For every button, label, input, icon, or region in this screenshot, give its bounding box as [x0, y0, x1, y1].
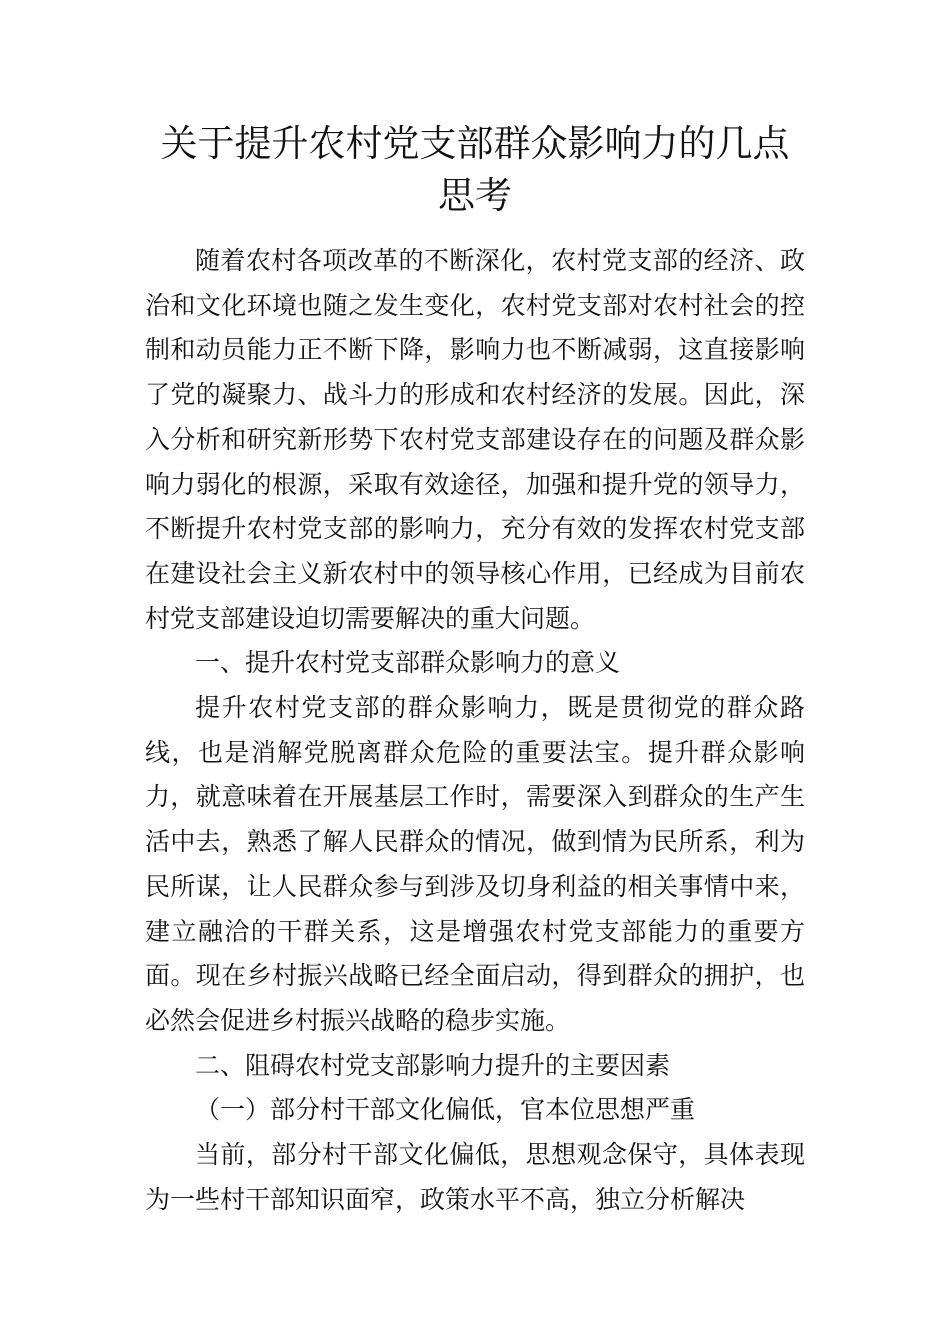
- section-heading-2: 二、阻碍农村党支部影响力提升的主要因素: [195, 1050, 671, 1080]
- section-heading-1: 一、提升农村党支部群众影响力的意义: [195, 648, 621, 678]
- document-title: 关于提升农村党支部群众影响力的几点思考: [160, 122, 790, 217]
- paragraph-significance: 提升农村党支部的群众影响力，既是贯彻党的群众路线，也是消解党脱离群众危险的重要法宝。提升群众影响力，就意味着在开展基层工作时，需要深入到群众的生产生活中去，熟悉了解人民群众的情况，做到情为民所系，利为民所谋，让人民群众参与到涉及切身利益的相关事情中来，建立融洽的干群关系，这是增强农村党支部能力的重要方面。现在乡村振兴战略已经全面启动，得到群众的拥护，也必然会促进乡村振兴战略的稳步实施。: [145, 693, 805, 1035]
- document-body: [145, 239, 805, 1222]
- subsection-heading-1: （一）部分村干部文化偏低，官本位思想严重: [195, 1095, 696, 1125]
- paragraph-cadres: 当前，部分村干部文化偏低，思想观念保守，具体表现为一些村干部知识面窄，政策水平不高，独立分析解决: [145, 1140, 805, 1214]
- paragraph-intro: 随着农村各项改革的不断深化，农村党支部的经济、政治和文化环境也随之发生变化，农村党支部对农村社会的控制和动员能力正不断下降，影响力也不断减弱，这直接影响了党的凝聚力、战斗力的形成和农村经济的发展。因此，深入分析和研究新形势下农村党支部建设存在的问题及群众影响力弱化的根源，采取有效途径，加强和提升党的领导力，不断提升农村党支部的影响力，充分有效的发挥农村党支部在建设社会主义新农村中的领导核心作用，已经成为目前农村党支部建设迫切需要解决的重大问题。: [145, 246, 805, 633]
